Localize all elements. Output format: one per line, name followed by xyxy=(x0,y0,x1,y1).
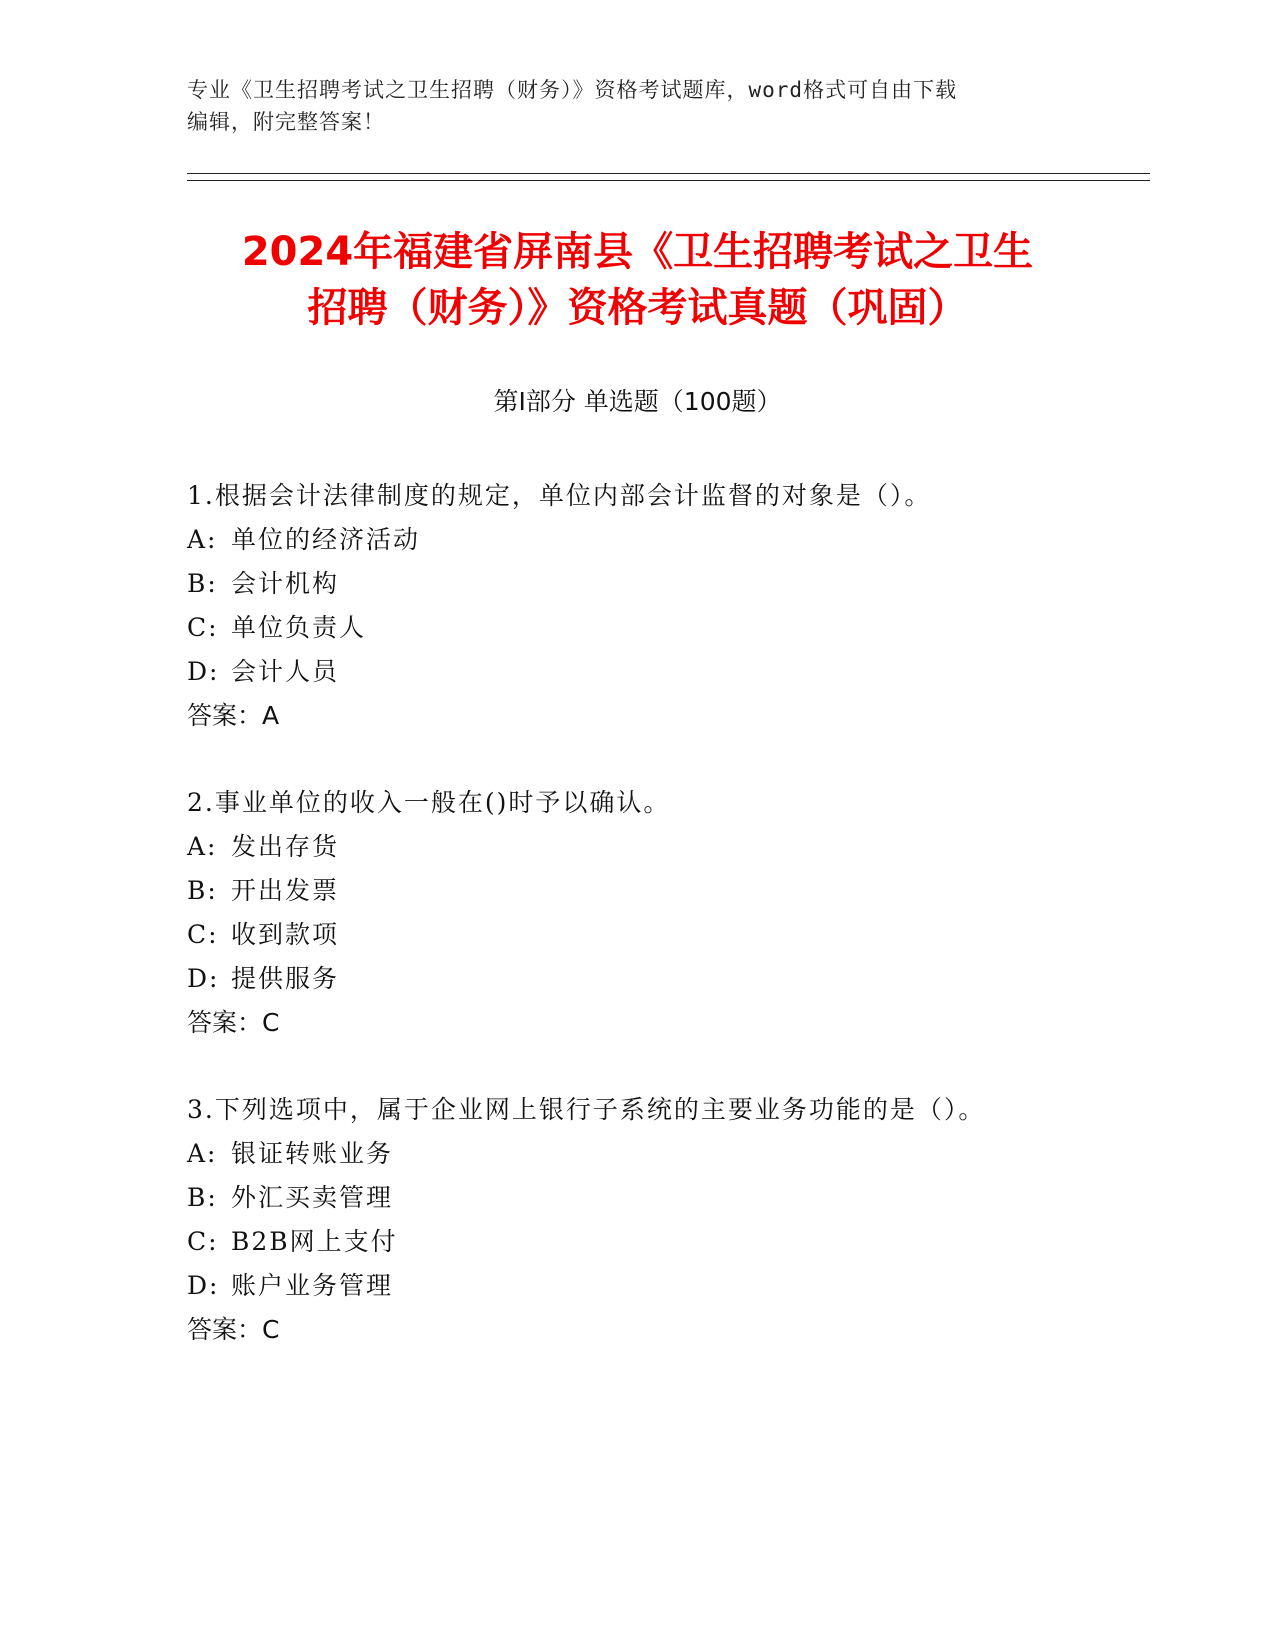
option-text: 单位负责人 xyxy=(231,613,367,642)
option-a xyxy=(187,518,1147,562)
option-letter: C: xyxy=(187,920,219,949)
question-3 xyxy=(187,1088,1147,1352)
option-letter: D: xyxy=(187,964,220,993)
document-title-line-1: 2024年福建省屏南县《卫生招聘考试之卫生 xyxy=(241,229,1034,275)
header-note-line-1: 专业《卫生招聘考试之卫生招聘（财务）》资格考试题库，word格式可自由下载 xyxy=(187,78,958,102)
option-d xyxy=(187,1264,1147,1308)
option-letter: C: xyxy=(187,613,219,642)
option-text: 开出发票 xyxy=(231,876,340,905)
question-stem: 1.根据会计法律制度的规定，单位内部会计监督的对象是（）。 xyxy=(187,481,932,510)
option-letter: B: xyxy=(187,1183,218,1212)
section-heading: 第Ⅰ部分 单选题（100题） xyxy=(493,387,782,416)
answer-line: 答案：C xyxy=(187,1008,280,1037)
option-letter: D: xyxy=(187,657,220,686)
option-b xyxy=(187,869,1147,913)
document-title-line-2: 招聘（财务）》资格考试真题（巩固） xyxy=(307,285,968,331)
question-2 xyxy=(187,781,1147,1045)
option-b xyxy=(187,1176,1147,1220)
header-divider-bottom xyxy=(187,180,1150,181)
option-a xyxy=(187,825,1147,869)
option-d xyxy=(187,650,1147,694)
option-b xyxy=(187,562,1147,606)
question-stem: 3.下列选项中，属于企业网上银行子系统的主要业务功能的是（）。 xyxy=(187,1095,986,1124)
header-note xyxy=(187,74,1067,138)
option-text: 账户业务管理 xyxy=(231,1271,394,1300)
option-text: 发出存货 xyxy=(231,832,340,861)
header-divider-top xyxy=(187,173,1150,174)
question-stem: 2.事业单位的收入一般在()时予以确认。 xyxy=(187,788,671,817)
option-text: 提供服务 xyxy=(231,964,340,993)
option-letter: A: xyxy=(187,1139,218,1168)
option-letter: A: xyxy=(187,832,218,861)
option-text: 会计人员 xyxy=(231,657,340,686)
option-text: 单位的经济活动 xyxy=(231,525,421,554)
option-letter: C: xyxy=(187,1227,219,1256)
question-1 xyxy=(187,474,1147,738)
option-text: 银证转账业务 xyxy=(231,1139,394,1168)
option-a xyxy=(187,1132,1147,1176)
option-letter: B: xyxy=(187,876,218,905)
answer-line: 答案：C xyxy=(187,1315,280,1344)
option-d xyxy=(187,957,1147,1001)
option-text: 外汇买卖管理 xyxy=(231,1183,394,1212)
option-text: 收到款项 xyxy=(231,920,340,949)
option-c xyxy=(187,606,1147,650)
header-note-line-2: 编辑，附完整答案！ xyxy=(187,110,385,134)
option-c xyxy=(187,913,1147,957)
option-text: 会计机构 xyxy=(231,569,340,598)
option-letter: B: xyxy=(187,569,218,598)
option-letter: D: xyxy=(187,1271,220,1300)
option-c xyxy=(187,1220,1147,1264)
answer-line: 答案：A xyxy=(187,701,280,730)
question-list xyxy=(187,474,1147,1395)
option-letter: A: xyxy=(187,525,218,554)
document-title xyxy=(150,224,1125,336)
option-text: B2B网上支付 xyxy=(231,1227,398,1256)
